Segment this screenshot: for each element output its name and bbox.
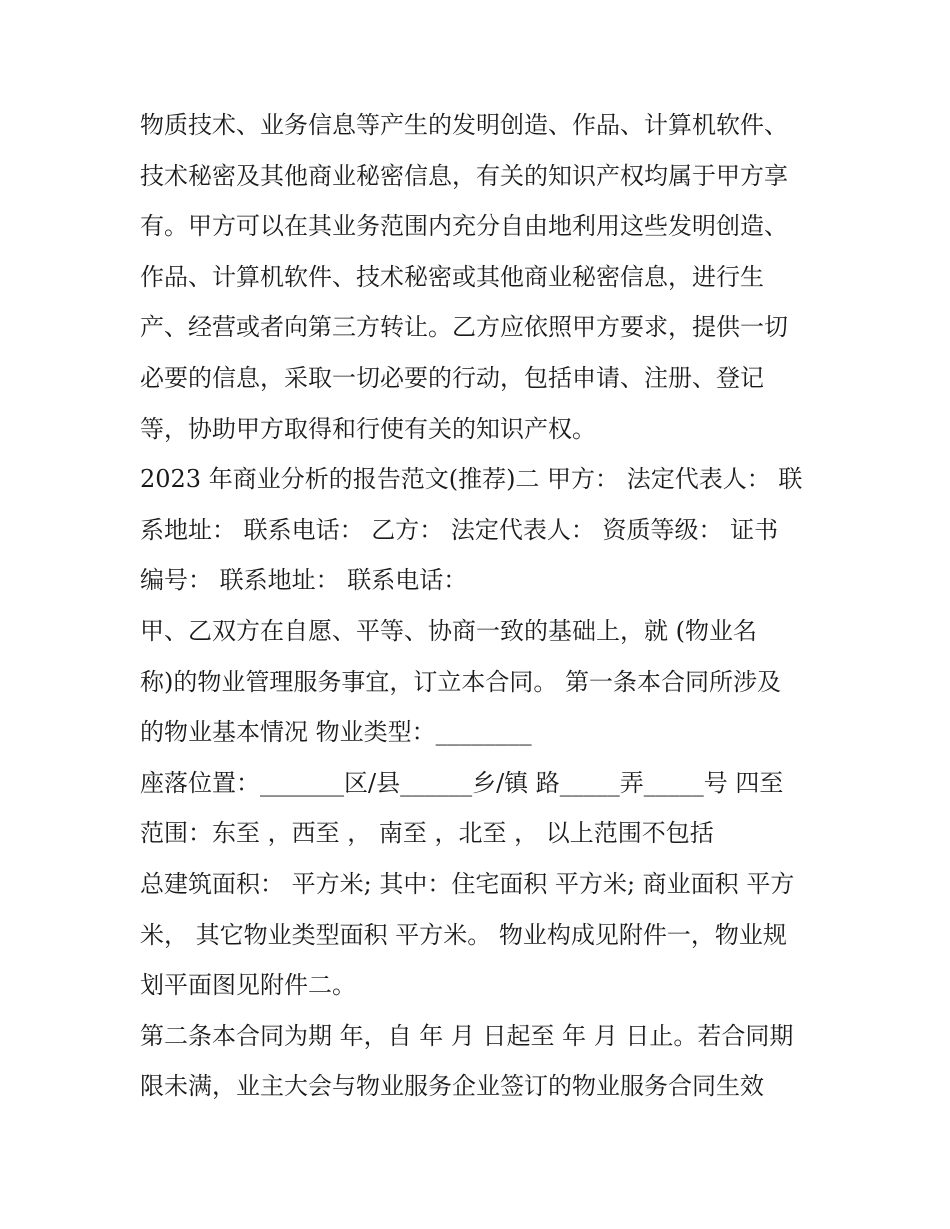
text-line: 座落位置：_______区/县______乡/镇 路_____弄_____号 四至 [140,768,784,797]
text-line: 有。甲方可以在其业务范围内充分自由地利用这些发明创造、 [140,212,788,241]
text-line: 产、经营或者向第三方转让。乙方应依照甲方要求，提供一切 [140,313,788,342]
text-line: 的物业基本情况 物业类型：________ [140,718,532,747]
text-line: 必要的信息，采取一切必要的行动，包括申请、注册、登记 [140,363,764,392]
text-line: 范围：东至 ，西至 ， 南至 ，北至 ， 以上范围不包括 [140,819,714,848]
text-line: 第二条本合同为期 年，自 年 月 日起至 年 月 日止。若合同期 [140,1021,794,1050]
text-line: 称)的物业管理服务事宜，订立本合同。 第一条本合同所涉及 [140,667,781,696]
text-line: 技术秘密及其他商业秘密信息，有关的知识产权均属于甲方享 [140,161,788,190]
section-heading-line: 2023 年商业分析的报告范文(推荐)二 甲方： 法定代表人： 联 [140,465,803,494]
document-body [140,100,820,1112]
text-line: 米， 其它物业类型面积 平方米。 物业构成见附件一，物业规 [140,920,787,949]
text-line: 等，协助甲方取得和行使有关的知识产权。 [140,414,596,443]
text-line: 总建筑面积： 平方米; 其中：住宅面积 平方米; 商业面积 平方 [140,869,795,898]
text-line: 系地址： 联系电话： 乙方： 法定代表人： 资质等级： 证书 [140,515,779,544]
text-line: 甲、乙双方在自愿、平等、协商一致的基础上，就 (物业名 [140,616,757,645]
text-line: 限未满，业主大会与物业服务企业签订的物业服务合同生效 [140,1072,764,1101]
text-line: 划平面图见附件二。 [140,971,356,1000]
text-line: 编号： 联系地址： 联系电话： [140,566,468,595]
text-line: 作品、计算机软件、技术秘密或其他商业秘密信息，进行生 [140,262,764,291]
text-line: 物质技术、业务信息等产生的发明创造、作品、计算机软件、 [140,111,788,139]
